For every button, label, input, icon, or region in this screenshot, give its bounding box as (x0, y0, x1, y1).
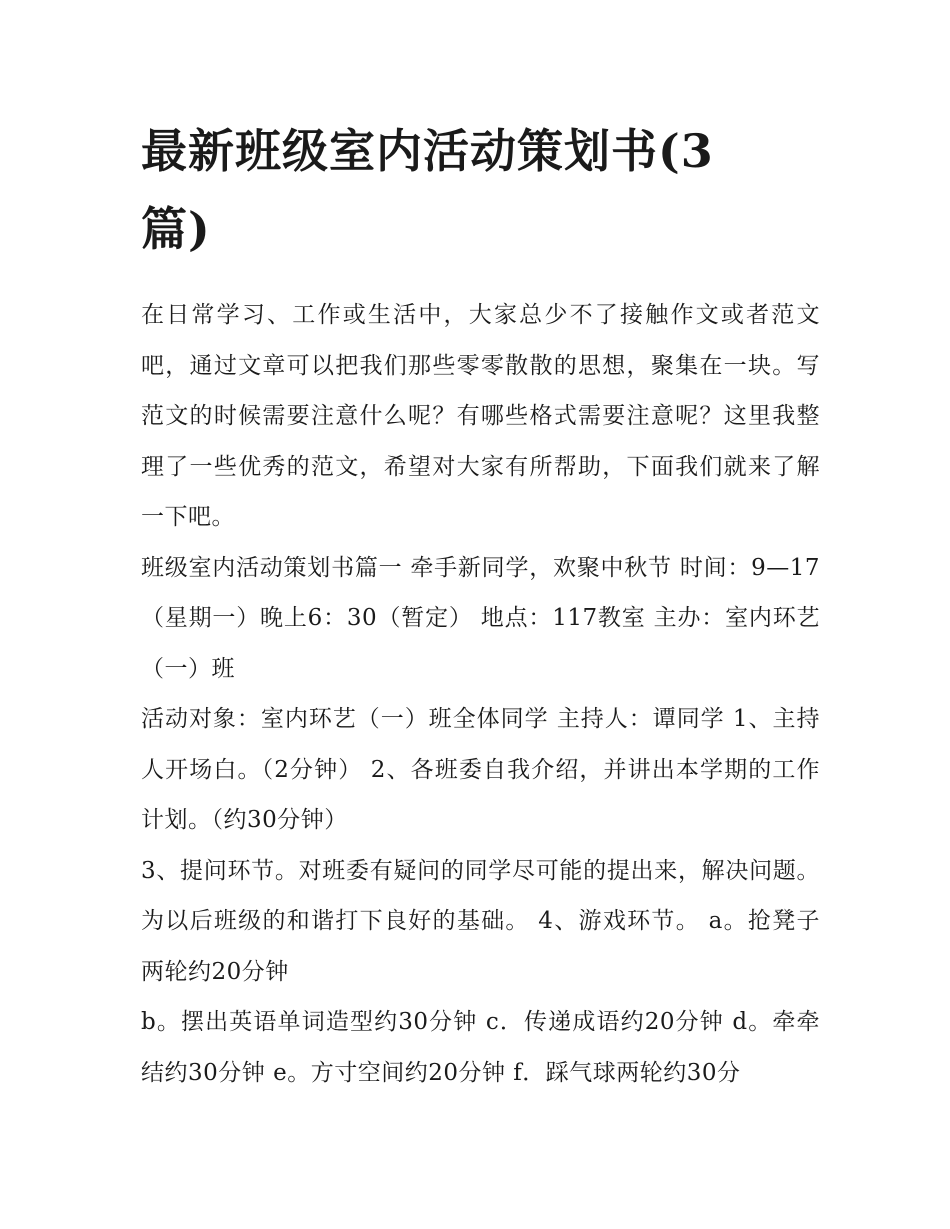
document-title: 最新班级室内活动策划书(3篇) (141, 124, 714, 256)
paragraph-game-list: b。摆出英语单词造型约30分钟 c．传递成语约20分钟 d。牵牵结约30分钟 e。方寸空间约20分钟 f．踩气球两轮约30分 (141, 1009, 820, 1086)
paragraph-questions-games: 3、提问环节。对班委有疑问的同学尽可能的提出来，解决问题。为以后班级的和谐打下良好的基础。 4、游戏环节。 a。抢凳子两轮约20分钟 (141, 857, 820, 985)
paragraph-intro: 在日常学习、工作或生活中，大家总少不了接触作文或者范文吧，通过文章可以把我们那些零零散散的思想，聚集在一块。写范文的时候需要注意什么呢？有哪些格式需要注意呢？这里我整理了一些优秀的范文，希望对大家有所帮助，下面我们就来了解一下吧。 (141, 302, 820, 530)
paragraph-activity-info: 班级室内活动策划书篇一 牵手新同学，欢聚中秋节 时间：9—17（星期一）晚上6：30（暂定） 地点：117教室 主办：室内环艺（一）班 (141, 554, 820, 682)
paragraph-participants: 活动对象：室内环艺（一）班全体同学 主持人：谭同学 1、主持人开场白。（2分钟） 2、各班委自我介绍，并讲出本学期的工作计划。（约30分钟） (141, 706, 820, 833)
